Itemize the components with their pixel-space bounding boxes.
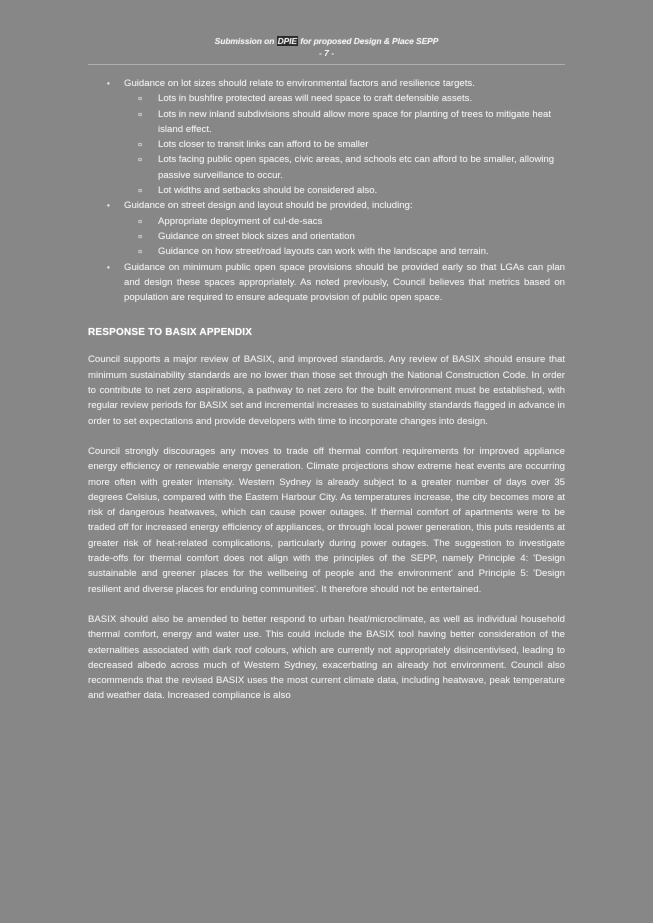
paragraph: Council strongly discourages any moves to trade off thermal comfort requirements for improved appliance energy efficiency or renewable energy generation. Climate projections show extreme heat events are occurring more often with greater intensity. Western Sydney is already subject to a greater number of days over 35 degrees Celsius, compared with the Eastern Harbour City. As temperatures increase, the city becomes more at risk of dangerous heatwaves, which can cause power outages. If thermal comfort of apartments were to be traded off for increased energy efficiency of appliances, or through local power generation, this puts residents at greater risk of heat-related complications, particularly during power outages. The suggestion to investigate trade-offs for thermal comfort does not align with the principles of the SEPP, namely Principle 4: 'Design sustainable and greener places for the wellbeing of people and the environment' and Principle 5: 'Design resilient and diverse places for enduring communities'. It therefore should not be entertained.: [88, 445, 565, 595]
list-item: [88, 260, 565, 306]
page-header: [0, 36, 653, 58]
list-item-text: Guidance on minimum public open space provisions should be provided early so that LGAs can plan and design these spaces appropriately. As noted previously, Council believes that metrics based on population are required to ensure adequate provision of public open space.: [124, 261, 565, 304]
header-title-prefix: Submission on: [214, 36, 277, 46]
x-bullet-icon: ¤: [138, 94, 143, 104]
list-item: [124, 107, 565, 138]
list-item-text: Guidance on street block sizes and orientation: [158, 230, 355, 242]
bullet-list-level-2: [124, 91, 565, 198]
list-item-text: Guidance on street design and layout should be provided, including:: [124, 200, 413, 212]
diamond-bullet-icon: •: [107, 201, 110, 211]
diamond-bullet-icon: •: [107, 262, 110, 272]
list-item: [124, 229, 565, 244]
x-bullet-icon: ¤: [138, 216, 143, 226]
list-item-text: Lots closer to transit links can afford to be smaller: [158, 139, 369, 151]
list-item-text: Appropriate deployment of cul-de-sacs: [158, 215, 323, 227]
list-item: [124, 91, 565, 106]
paragraph: Council supports a major review of BASIX, and improved standards. Any review of BASIX should ensure that minimum sustainability standards are no lower than those set through the National Construction Code. In order to contribute to net zero aspirations, a pathway to net zero for the built environment must be established, with regular review periods for BASIX set and incremental increases to sustainability standards flagged in advance in order to set expectations and provide developers with time to incorporate changes into design.: [88, 354, 565, 427]
header-title-middle: for proposed Design & Place SEPP: [298, 36, 439, 46]
header-redacted-text: DPIE: [277, 36, 298, 46]
x-bullet-icon: ¤: [138, 247, 143, 257]
paragraph: BASIX should also be amended to better respond to urban heat/microclimate, as well as individual household thermal comfort, energy and water use. This could include the BASIX tool having better consideration of the externalities associated with dark roof colours, which are currently not appropriately disincentivised, leading to decreased albedo across much of Western Sydney, exacerbating an already hot environment. Council also recommends that the revised BASIX uses the most current climate data, including heatwave, peak temperature and weather data. Increased compliance is also: [88, 613, 565, 702]
list-item-text: Guidance on lot sizes should relate to environmental factors and resilience targets.: [124, 78, 475, 89]
list-item: [88, 76, 565, 198]
x-bullet-icon: ¤: [138, 231, 143, 241]
list-item-text: Lots facing public open spaces, civic areas, and schools etc can afford to be smaller, allowing passive surveillance to occur.: [158, 154, 555, 181]
page-number: - 7 -: [318, 48, 335, 58]
x-bullet-icon: ¤: [138, 109, 143, 119]
list-item: [124, 244, 565, 259]
list-item-text: Lots in bushfire protected areas will need space to craft defensible assets.: [158, 93, 473, 105]
list-item: [124, 152, 565, 183]
bullet-list-level-2: [124, 214, 565, 260]
x-bullet-icon: ¤: [138, 155, 143, 165]
section-heading: RESPONSE TO BASIX APPENDIX: [88, 327, 253, 339]
diamond-bullet-icon: •: [107, 79, 110, 88]
header-title: [0, 36, 653, 47]
list-item: [88, 198, 565, 259]
list-item-text: Lot widths and setbacks should be considered also.: [158, 185, 378, 197]
header-divider: [88, 64, 565, 65]
bullet-list-level-1: [88, 76, 565, 305]
list-item: [124, 137, 565, 152]
x-bullet-icon: ¤: [138, 186, 143, 196]
list-item-text: Guidance on how street/road layouts can work with the landscape and terrain.: [158, 246, 489, 258]
list-item: [124, 183, 565, 198]
x-bullet-icon: ¤: [138, 140, 143, 150]
list-item: [124, 214, 565, 229]
document-body: [88, 76, 565, 704]
list-item-text: Lots in new inland subdivisions should allow more space for planting of trees to mitigate heat island effect.: [158, 108, 552, 135]
